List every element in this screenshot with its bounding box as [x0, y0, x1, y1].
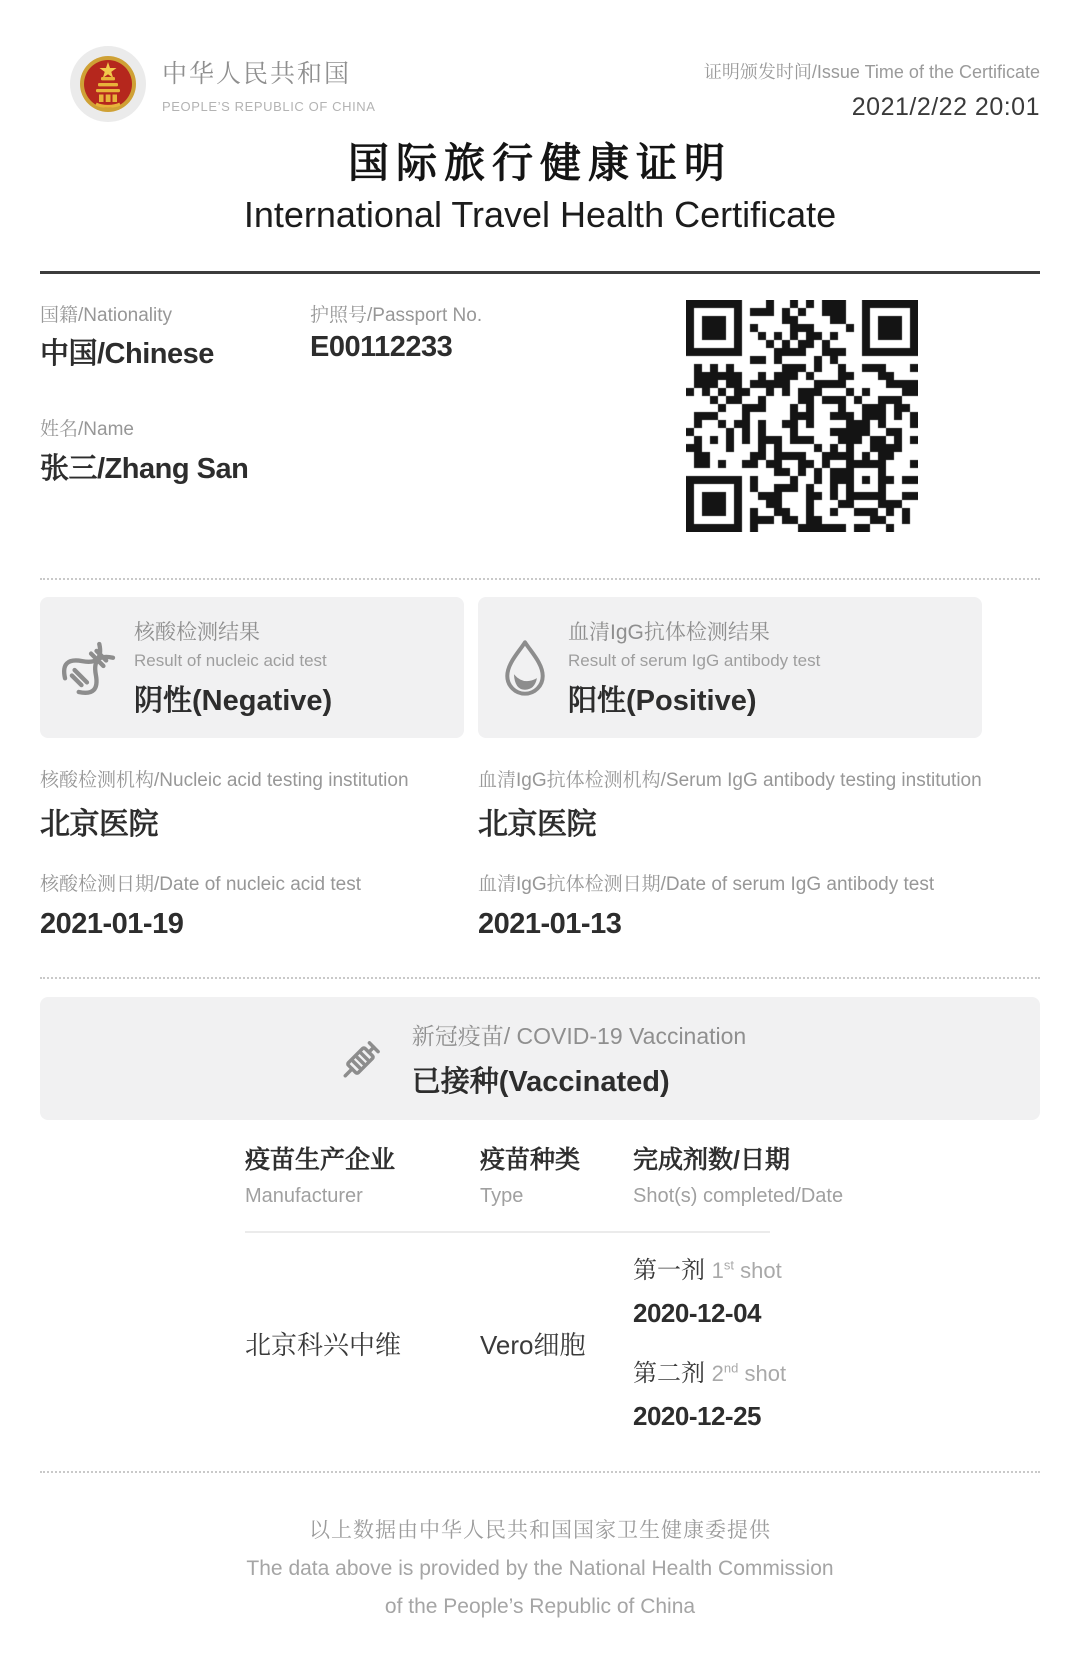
footer-line-en-2: of the People’s Republic of China — [384, 1595, 696, 1618]
header-country — [70, 46, 376, 122]
passport-label: 护照号/Passport No. — [310, 305, 483, 326]
serum-date-label: 血清IgG抗体检测日期/Date of serum IgG antibody test — [478, 874, 935, 895]
qr-code — [686, 300, 918, 532]
country-name-en: PEOPLE’S REPUBLIC OF CHINA — [162, 99, 376, 114]
shot-2-date: 2020-12-25 — [633, 1401, 761, 1431]
shot-1-label-en: 1st shot — [711, 1257, 782, 1283]
serum-title-en: Result of serum IgG antibody test — [568, 651, 821, 670]
shot-2-label — [633, 1353, 786, 1388]
vaccination-banner-title: 新冠疫苗/ COVID-19 Vaccination — [411, 1022, 747, 1049]
issue-time — [704, 58, 1040, 122]
nucleic-institution-label: 核酸检测机构/Nucleic acid testing institution — [40, 770, 409, 791]
page-title-en: International Travel Health Certificate — [243, 194, 837, 235]
manufacturer-value: 北京科兴中维 — [245, 1330, 402, 1360]
country-name-cn: 中华人民共和国 — [162, 60, 352, 88]
footer — [0, 1512, 1080, 1626]
page-title-cn: 国际旅行健康证明 — [348, 140, 732, 186]
syringe-icon — [334, 1031, 390, 1087]
dashed-divider — [40, 977, 1040, 979]
solid-divider — [40, 271, 1040, 274]
nucleic-result-value: 阴性(Negative) — [134, 685, 333, 717]
name-value: 张三/Zhang San — [40, 453, 249, 485]
nucleic-date-label: 核酸检测日期/Date of nucleic acid test — [40, 874, 361, 895]
table-rule — [245, 1231, 770, 1233]
col-header-manufacturer-en: Manufacturer — [245, 1185, 363, 1207]
nucleic-result-box — [40, 597, 464, 738]
nationality-label: 国籍/Nationality — [40, 305, 172, 326]
nucleic-institution-value: 北京医院 — [40, 808, 158, 841]
shot-1-date: 2020-12-04 — [633, 1298, 761, 1328]
dna-icon — [58, 637, 120, 699]
name-label: 姓名/Name — [40, 419, 134, 440]
shot-1-label-cn: 第一剂 — [633, 1257, 705, 1284]
col-header-type-cn: 疫苗种类 — [480, 1146, 581, 1174]
vaccination-banner — [40, 997, 1040, 1120]
national-emblem-icon — [70, 46, 146, 122]
shot-2-label-cn: 第二剂 — [633, 1360, 705, 1387]
serum-institution-label: 血清IgG抗体检测机构/Serum IgG antibody testing institution — [478, 770, 982, 791]
passport-value: E00112233 — [310, 331, 453, 363]
issue-time-label: 证明颁发时间/Issue Time of the Certificate — [703, 62, 1040, 82]
dashed-divider — [40, 578, 1040, 580]
shot-2-label-en: 2nd shot — [711, 1360, 787, 1386]
shot-1-label — [633, 1250, 786, 1285]
serum-institution-value: 北京医院 — [478, 808, 596, 841]
vaccine-type-value: Vero细胞 — [480, 1330, 586, 1360]
serum-date-value: 2021-01-13 — [478, 908, 622, 940]
nucleic-date-value: 2021-01-19 — [40, 908, 184, 940]
footer-line-en-1: The data above is provided by the National Health Commission — [246, 1557, 834, 1580]
col-header-type-en: Type — [480, 1185, 524, 1207]
nationality-value: 中国/Chinese — [40, 338, 214, 370]
nucleic-title-en: Result of nucleic acid test — [134, 651, 327, 670]
dashed-divider — [40, 1471, 1040, 1473]
vaccination-status: 已接种(Vaccinated) — [411, 1065, 670, 1098]
blood-drop-icon — [496, 637, 554, 699]
footer-line-cn: 以上数据由中华人民共和国国家卫生健康委提供 — [309, 1519, 771, 1542]
shots-column — [633, 1250, 786, 1456]
nucleic-title-cn: 核酸检测结果 — [134, 621, 260, 644]
col-header-shots-cn: 完成剂数/日期 — [633, 1146, 790, 1174]
issue-time-value: 2021/2/22 20:01 — [851, 93, 1040, 121]
serum-title-cn: 血清IgG抗体检测结果 — [568, 621, 770, 644]
serum-result-box — [478, 597, 982, 738]
country-name — [162, 46, 376, 114]
serum-result-value: 阳性(Positive) — [568, 685, 757, 717]
col-header-shots-en: Shot(s) completed/Date — [633, 1185, 844, 1207]
col-header-manufacturer-cn: 疫苗生产企业 — [245, 1146, 396, 1174]
